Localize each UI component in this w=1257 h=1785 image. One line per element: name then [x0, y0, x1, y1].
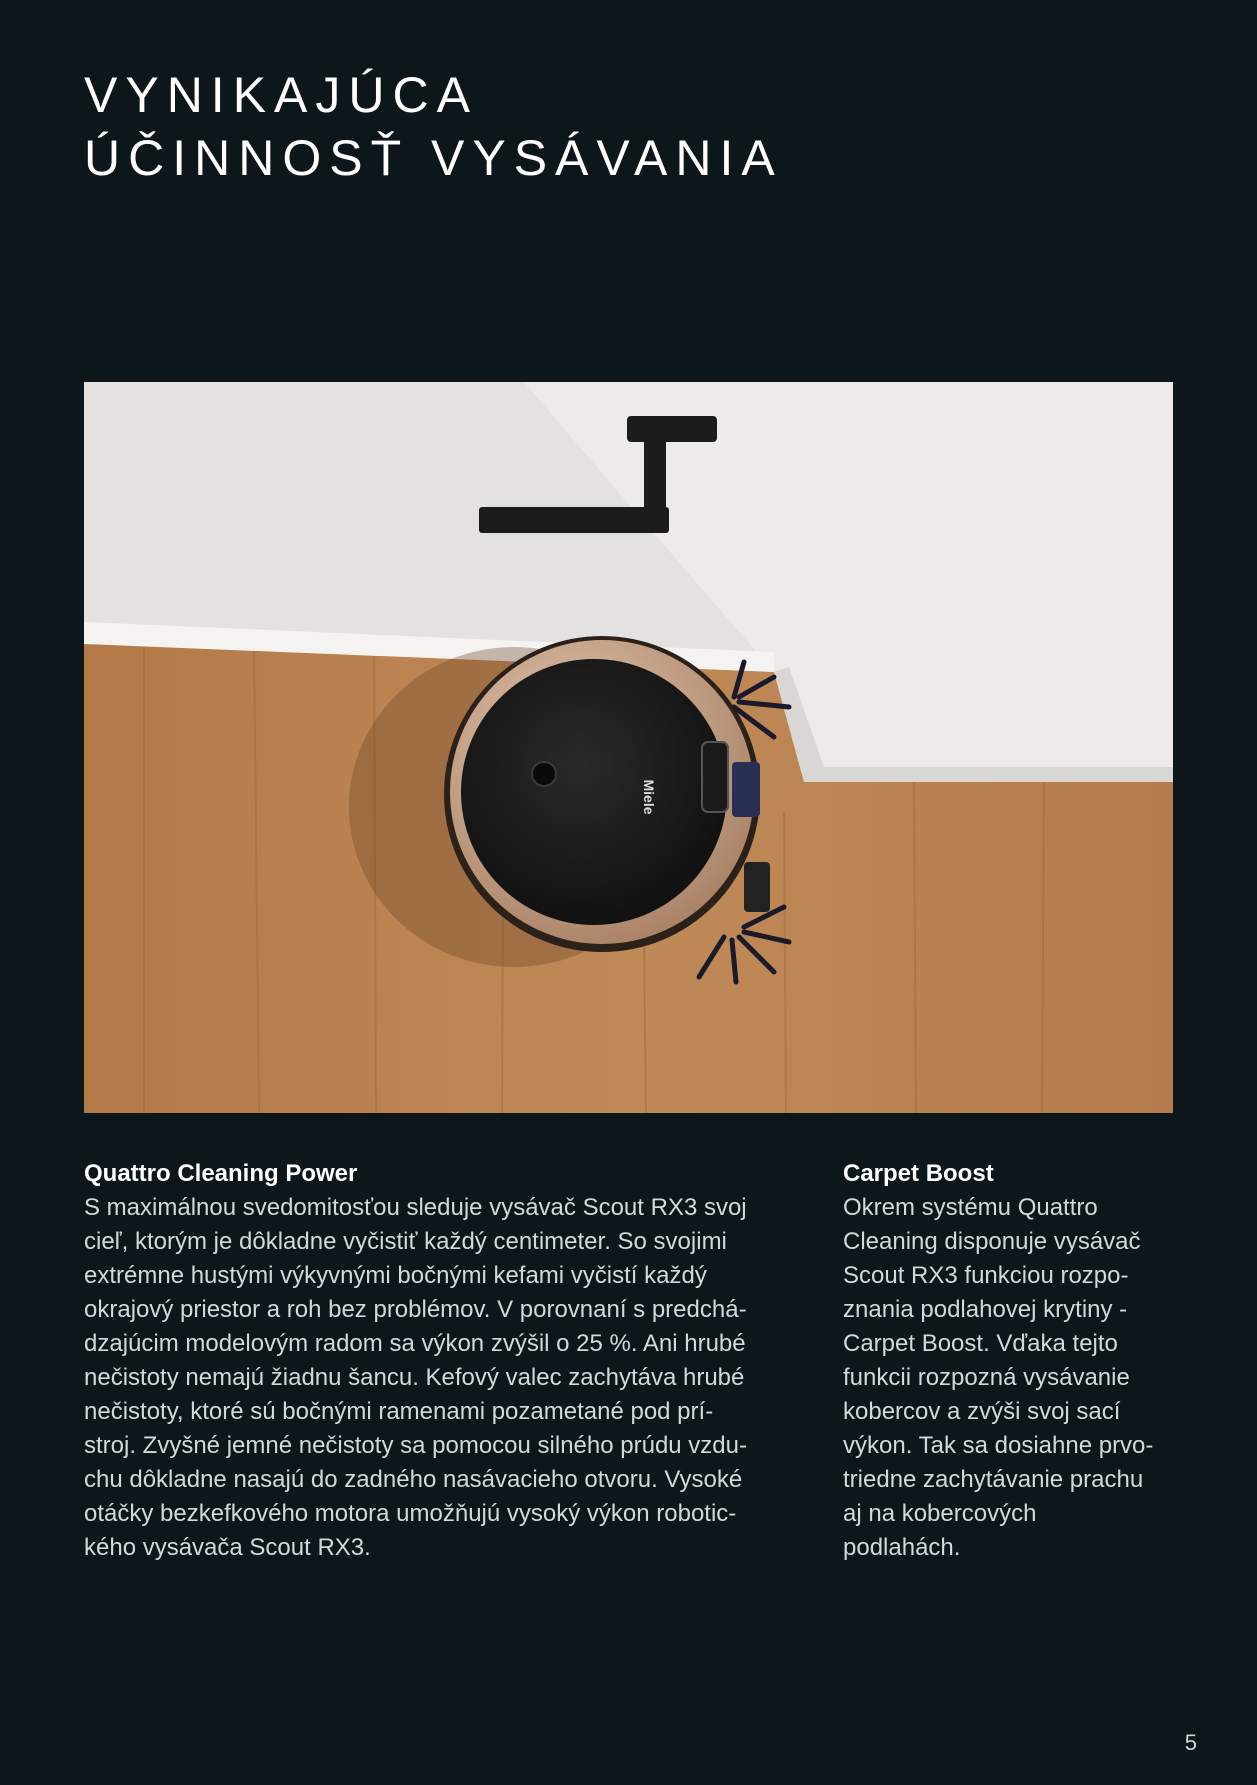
section-body: [843, 1191, 1183, 1565]
body-line: Okrem systému Quattro: [843, 1194, 1098, 1221]
body-line: výkon. Tak sa dosiahne prvo-: [843, 1432, 1154, 1459]
body-line: nečistoty, ktoré sú bočnými ramenami pozametané pod prí-: [84, 1398, 714, 1425]
body-line: okrajový priestor a roh bez problémov. V porovnaní s predchá-: [84, 1296, 747, 1323]
body-line: podlahách.: [843, 1534, 961, 1561]
body-line: Carpet Boost. Vďaka tejto: [843, 1330, 1118, 1357]
section-body: [84, 1191, 794, 1565]
body-line: Cleaning disponuje vysávač: [843, 1228, 1141, 1255]
body-line: aj na kobercových: [843, 1500, 1037, 1527]
body-line: stroj. Zvyšné jemné nečistoty sa pomocou silného prúdu vzdu-: [84, 1432, 747, 1459]
robot-vacuum-photo: [84, 382, 1173, 1113]
body-line: Scout RX3 funkciou rozpo-: [843, 1262, 1129, 1289]
robot-logo: Miele: [641, 779, 657, 815]
quattro-cleaning-section: [84, 1157, 794, 1565]
body-line: cieľ, ktorým je dôkladne vyčistiť každý centimeter. So svojimi: [84, 1228, 727, 1255]
body-line: dzajúcim modelovým radom sa výkon zvýšil o 25 %. Ani hrubé: [84, 1330, 746, 1357]
page-title-line-1: VYNIKAJÚCA: [84, 67, 478, 123]
body-line: kobercov a zvýši svoj sací: [843, 1398, 1121, 1425]
body-line: triedne zachytávanie prachu: [843, 1466, 1144, 1493]
body-line: otáčky bezkefkového motora umožňujú vysoký výkon robotic-: [84, 1500, 737, 1527]
body-line: S maximálnou svedomitosťou sleduje vysávač Scout RX3 svoj: [84, 1194, 747, 1221]
body-line: extrémne hustými výkyvnými bočnými kefami vyčistí každý: [84, 1262, 707, 1289]
page-title: [84, 64, 783, 190]
body-line: znania podlahovej krytiny -: [843, 1296, 1128, 1323]
page-title-line-2: ÚČINNOSŤ VYSÁVANIA: [84, 130, 783, 186]
section-heading: Carpet Boost: [843, 1160, 994, 1187]
section-heading: Quattro Cleaning Power: [84, 1160, 358, 1187]
body-line: funkcii rozpozná vysávanie: [843, 1364, 1130, 1391]
body-line: chu dôkladne nasajú do zadného nasávacieho otvoru. Vysoké: [84, 1466, 743, 1493]
page-number: 5: [1184, 1730, 1197, 1755]
carpet-boost-section: [843, 1157, 1183, 1565]
body-line: kého vysávača Scout RX3.: [84, 1534, 371, 1561]
body-line: nečistoty nemajú žiadnu šancu. Kefový valec zachytáva hrubé: [84, 1364, 745, 1391]
